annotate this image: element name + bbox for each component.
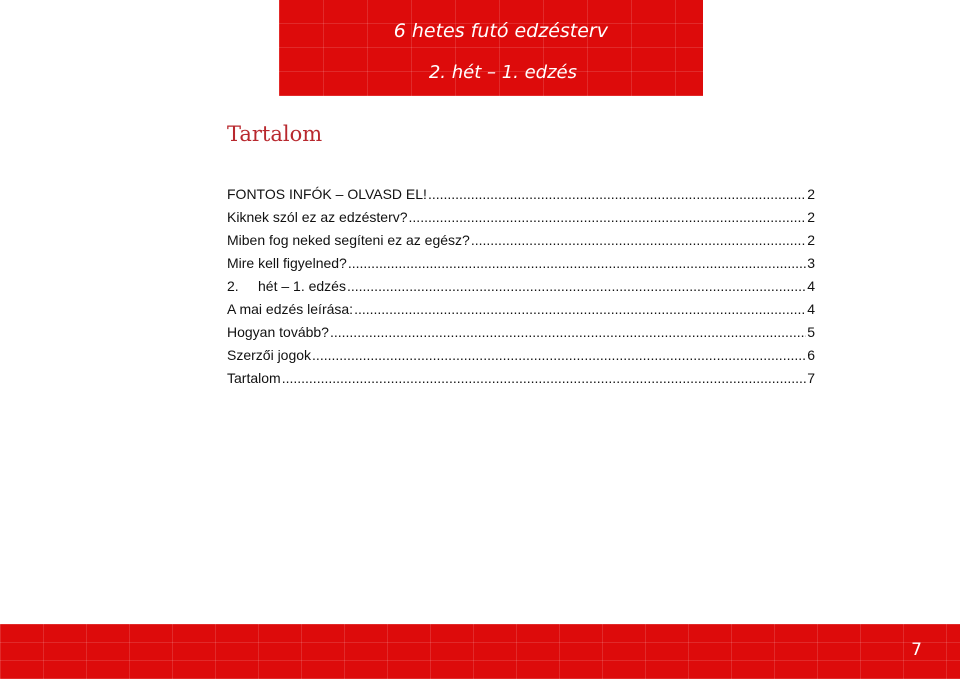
toc-entry[interactable] [227, 321, 815, 344]
toc-entry[interactable] [227, 367, 815, 390]
toc-entry[interactable] [227, 275, 815, 298]
toc-entry[interactable] [227, 229, 815, 252]
toc-entry-label: hét – 1. edzés [258, 278, 346, 294]
toc-leader-dots [428, 183, 806, 206]
toc-leader-dots [330, 321, 806, 344]
page-number: 7 [911, 640, 922, 660]
toc-entry-label: Mire kell figyelned? [227, 255, 347, 271]
toc-entry-label: Szerzői jogok [227, 347, 312, 363]
toc-entry-number: 2. [227, 278, 239, 294]
toc-entry-page: 5 [807, 324, 815, 340]
toc-leader-dots [471, 229, 806, 252]
document-subtitle: 2. hét – 1. edzés [428, 62, 577, 83]
toc-entry-page: 3 [807, 255, 815, 271]
toc-entry-page: 4 [807, 278, 815, 294]
toc-leader-dots [347, 275, 806, 298]
document-title: 6 hetes futó edzésterv [393, 20, 608, 42]
toc-entry[interactable] [227, 298, 815, 321]
header-banner [279, 0, 703, 96]
toc-entry[interactable] [227, 206, 815, 229]
toc-leader-dots [348, 252, 806, 275]
toc-entry-page: 2 [807, 232, 815, 248]
toc-leader-dots [312, 344, 806, 367]
toc-entry[interactable] [227, 183, 815, 206]
toc-entry-label: Hogyan tovább? [227, 324, 329, 340]
toc-entry[interactable] [227, 344, 815, 367]
toc-entry-page: 2 [807, 186, 815, 202]
toc-entry-label: Tartalom [227, 370, 281, 386]
toc-leader-dots [282, 367, 807, 390]
toc-heading: Tartalom [227, 122, 323, 146]
toc-entry-page: 2 [807, 209, 815, 225]
toc-entry-label: A mai edzés leírása: [227, 301, 354, 317]
toc-entry-label: FONTOS INFÓK – OLVASD EL! [227, 186, 427, 202]
toc-entry-label: Miben fog neked segíteni ez az egész? [227, 232, 470, 248]
toc-entry-label: Kiknek szól ez az edzésterv? [227, 209, 408, 225]
toc-leader-dots [409, 206, 807, 229]
toc-entry-page: 4 [807, 301, 815, 317]
toc-leader-dots [354, 298, 806, 321]
toc-entry-page: 7 [807, 370, 815, 386]
footer-bar [0, 624, 960, 679]
table-of-contents [227, 183, 815, 390]
toc-entry-page: 6 [807, 347, 815, 363]
toc-entry[interactable] [227, 252, 815, 275]
